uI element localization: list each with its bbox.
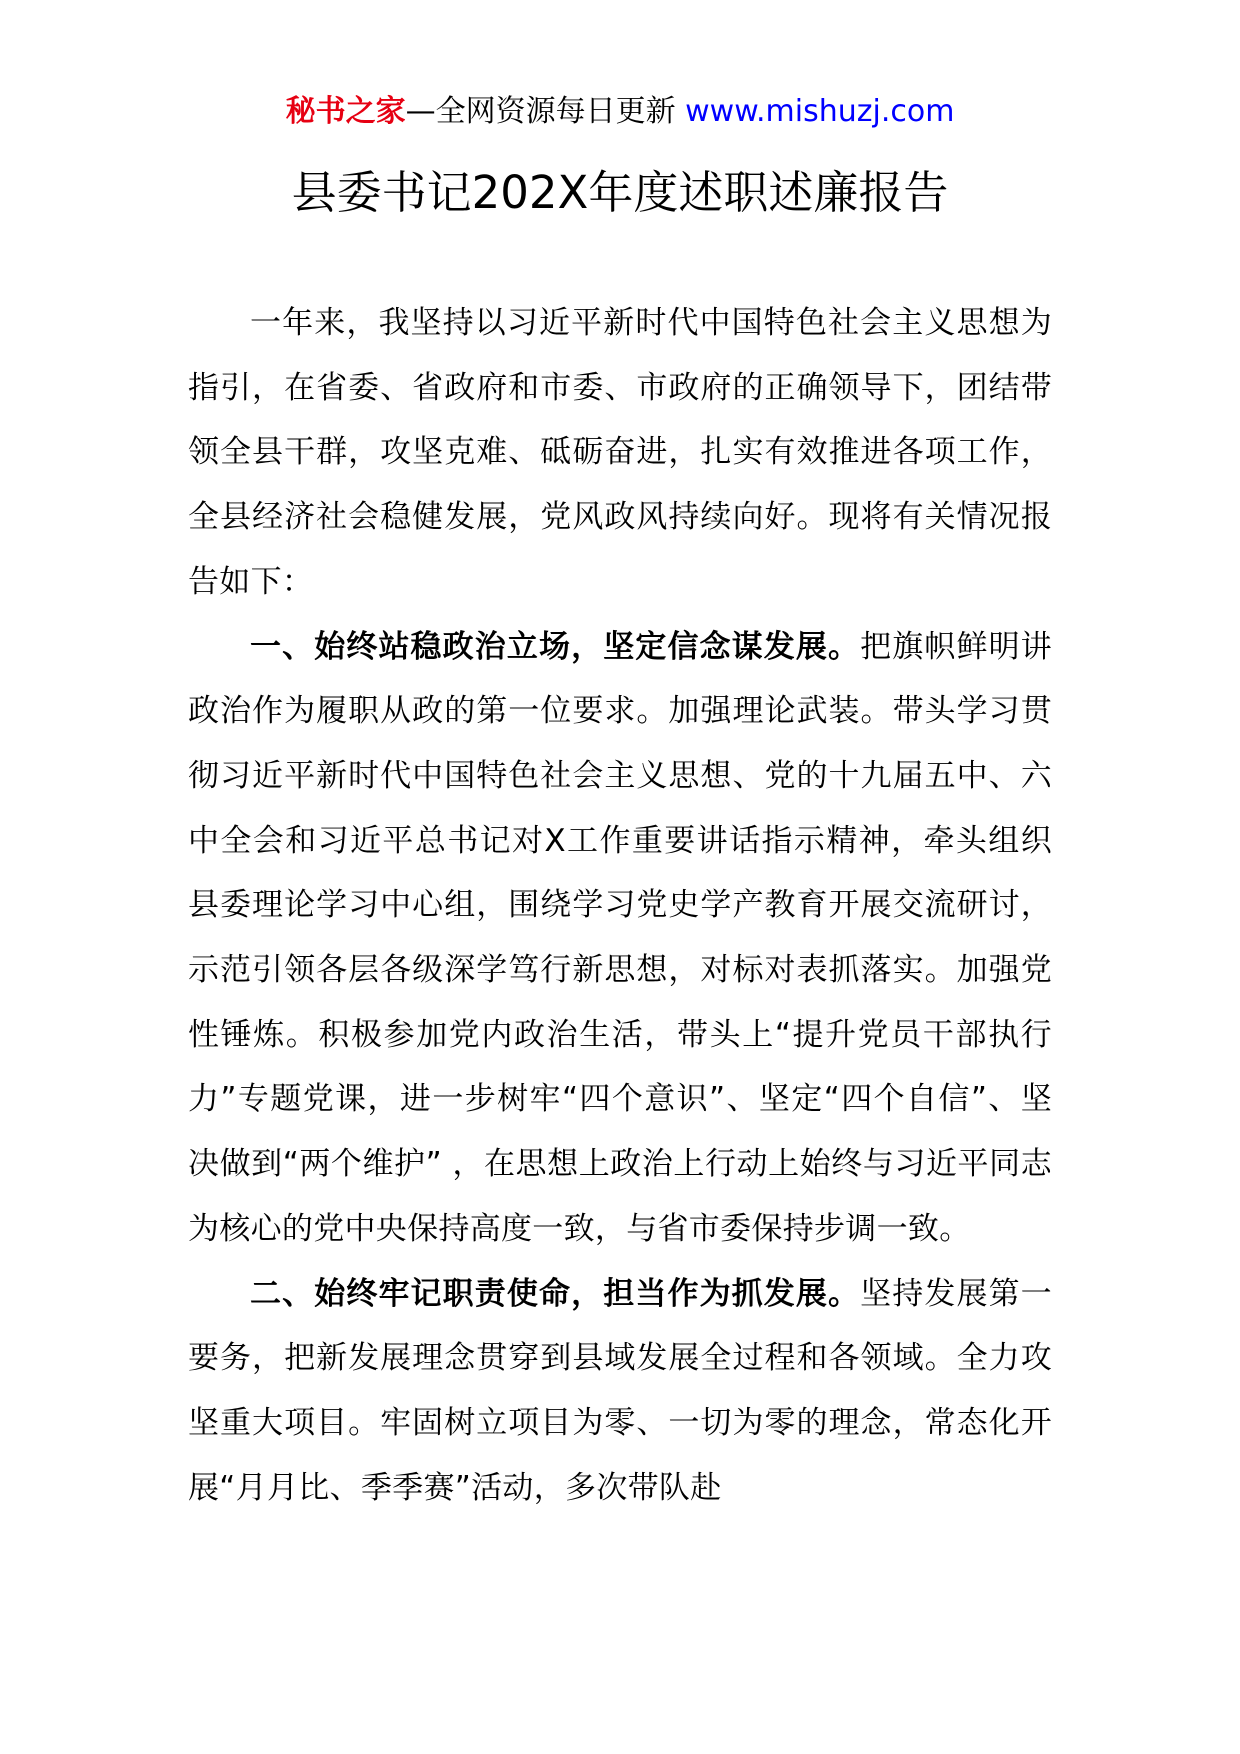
document-body xyxy=(188,291,1052,1520)
site-brand: 秘书之家 xyxy=(285,94,406,129)
site-url-link[interactable]: www.mishuzj.com xyxy=(685,94,955,129)
section-1-heading: 一、始终站稳政治立场，坚定信念谋发展。 xyxy=(250,628,861,665)
intro-paragraph: 一年来，我坚持以习近平新时代中国特色社会主义思想为指引，在省委、省政府和市委、市政府的正确领导下，团结带领全县干群，攻坚克难、砥砺奋进，扎实有效推进各项工作，全县经济社会稳健发展，党风政风持续向好。现将有关情况报告如下： xyxy=(188,305,1052,600)
site-tagline: —全网资源每日更新 xyxy=(405,94,686,129)
site-header xyxy=(0,92,1240,132)
section-2-paragraph xyxy=(188,1262,1052,1521)
section-1-paragraph xyxy=(188,615,1052,1262)
section-1-text: 把旗帜鲜明讲政治作为履职从政的第一位要求。加强理论武装。带头学习贯彻习近平新时代中国特色社会主义思想、党的十九届五中、六中全会和习近平总书记对X工作重要讲话指示精神，牵头组织县委理论学习中心组，围绕学习党史学产教育开展交流研讨，示范引领各层各级深学笃行新思想，对标对表抓落实。加强党性锤炼。积极参加党内政治生活，带头上“提升党员干部执行力”专题党课，进一步树牢“四个意识”、坚定“四个自信”、坚决做到“两个维护” ，在思想上政治上行动上始终与习近平同志为核心的党中央保持高度一致，与省市委保持步调一致。 xyxy=(188,628,1052,1247)
section-2-heading: 二、始终牢记职责使命，担当作为抓发展。 xyxy=(250,1275,861,1312)
document-title: 县委书记202X年度述职述廉报告 xyxy=(291,166,949,219)
section-2-text: 坚持发展第一要务，把新发展理念贯穿到县域发展全过程和各领域。全力攻坚重大项目。牢固树立项目为零、一切为零的理念，常态化开展“月月比、季季赛”活动，多次带队赴 xyxy=(188,1275,1052,1506)
